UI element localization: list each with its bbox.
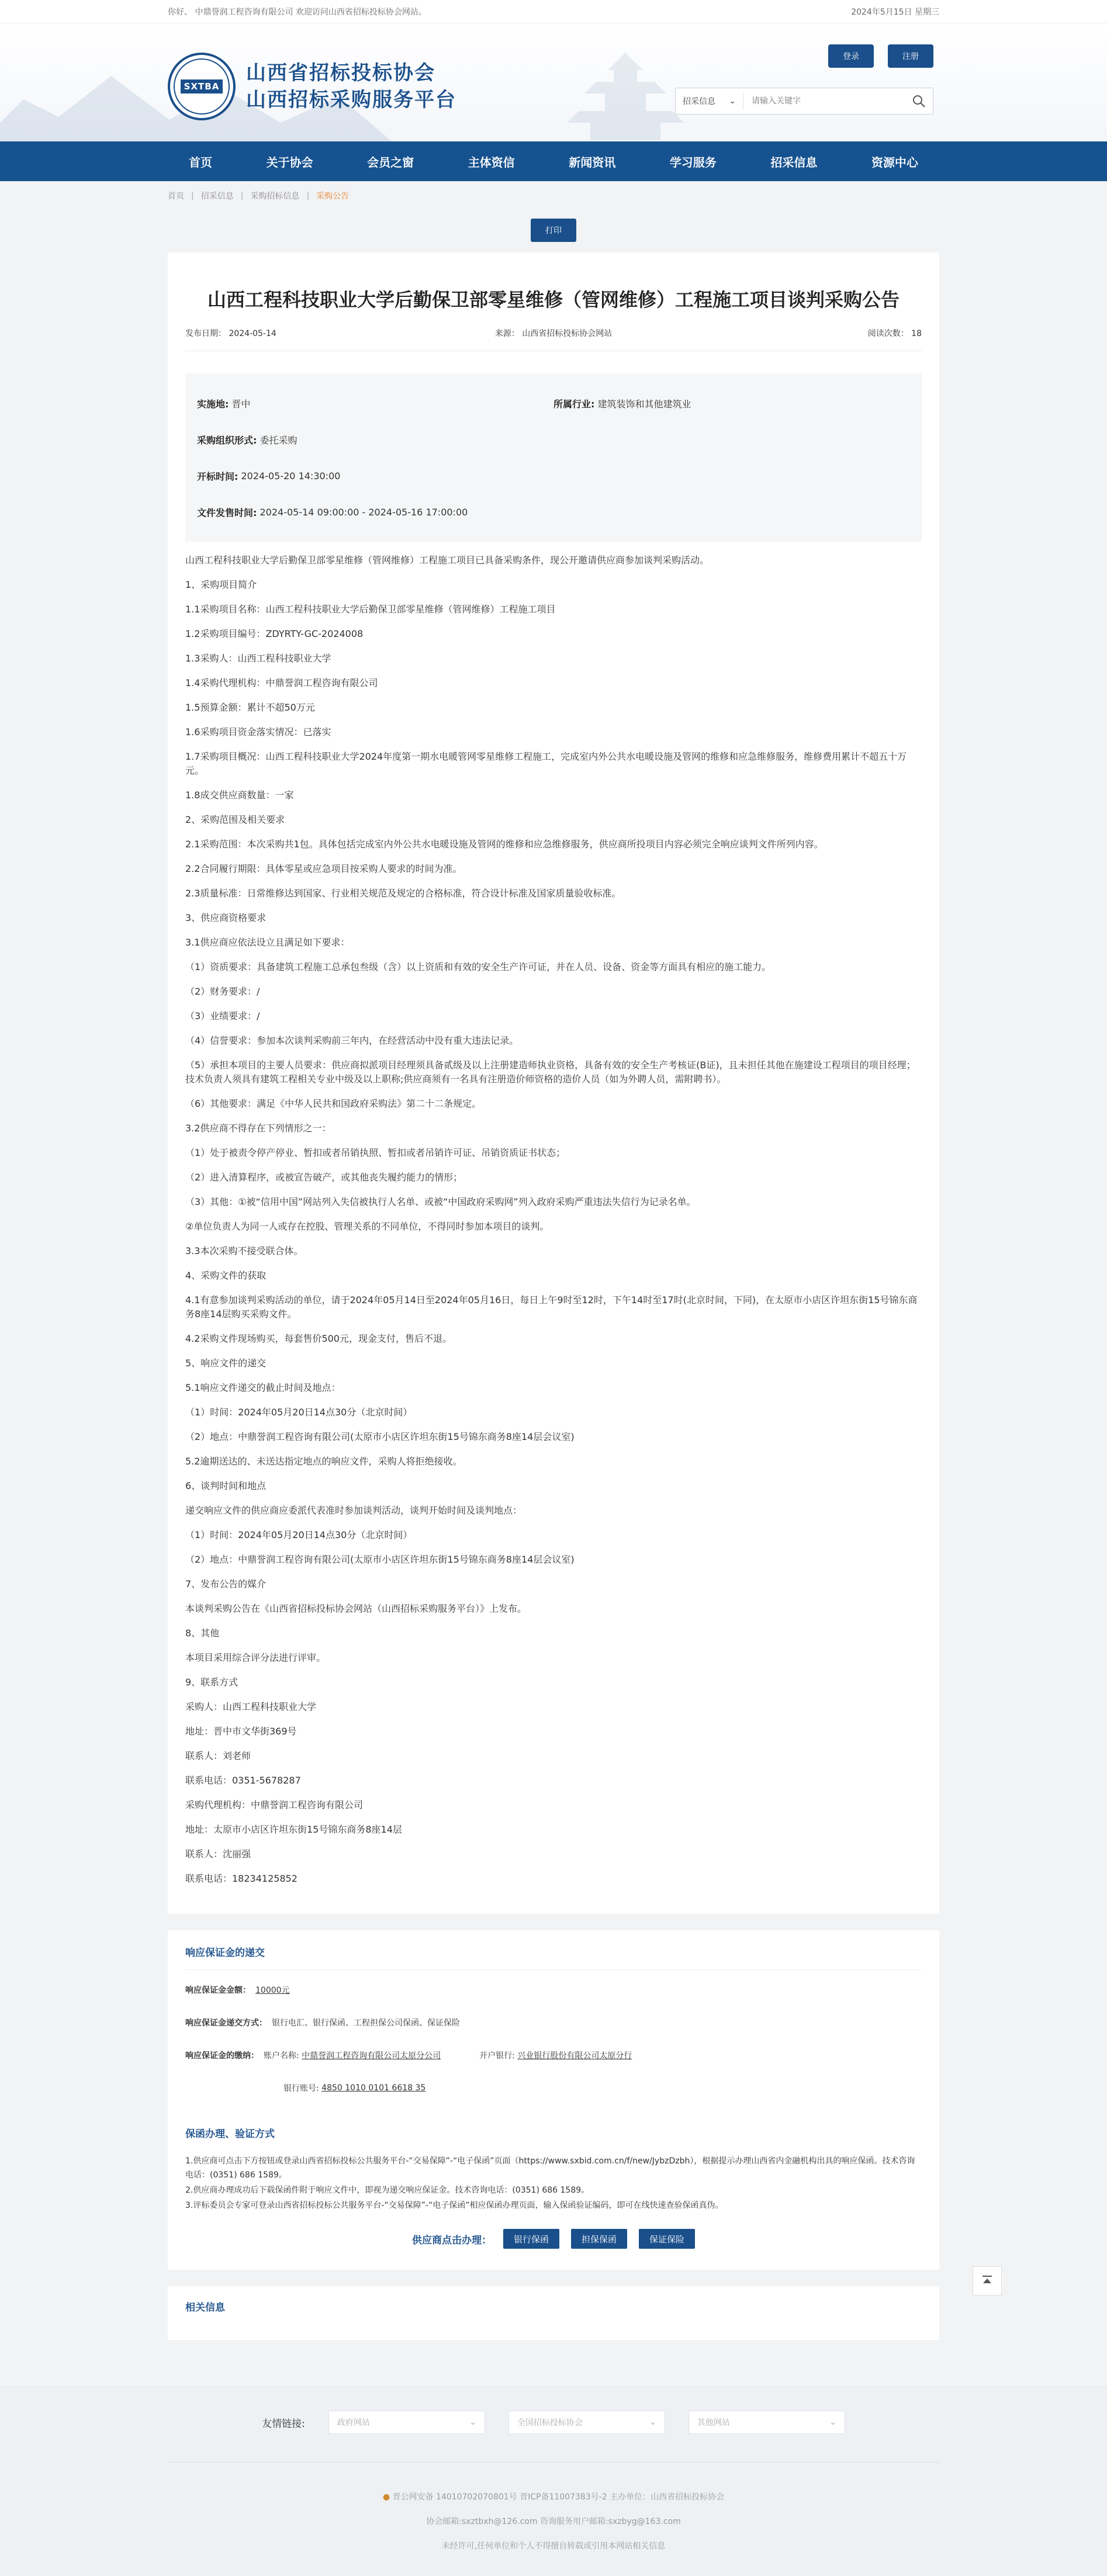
bond-title: 响应保证金的递交 [185,1944,922,1970]
article-paragraph: 采购代理机构：中鼎誉润工程咨询有限公司 [185,1799,364,1810]
article-body [185,553,922,1886]
article-paragraph: ②单位负责人为同一人或存在控股、管理关系的不同单位，不得同时参加本项目的谈判。 [185,1221,549,1232]
article-paragraph: （1）时间：2024年05月20日14点30分（北京时间） [185,1529,413,1540]
open-time-value: 2024-05-20 14:30:00 [241,470,341,482]
nav-item[interactable]: 资源中心 [871,155,918,169]
search-category-value: 招采信息 [683,97,715,106]
article-paragraph: 1.5预算金额：累计不超50万元 [185,702,315,713]
article-paragraph: 5.2逾期送达的、未送达指定地点的响应文件，采购人将拒绝接收。 [185,1456,462,1467]
breadcrumb-procurement[interactable]: 采购招标信息 [250,192,300,201]
guarantee-section [168,2117,939,2270]
article-paragraph: 9、联系方式 [185,1677,238,1688]
nav-item[interactable]: 会员之窗 [367,155,414,169]
publish-date: 发布日期： 2024-05-14 [185,329,276,338]
article-paragraph: 联系人：刘老师 [185,1750,251,1761]
article-paragraph: （1）时间：2024年05月20日14点30分（北京时间） [185,1407,413,1418]
article-paragraph: 6、谈判时间和地点 [185,1480,267,1491]
guarantee-line: 1.供应商可点击下方按钮或登录山西省招标投标公共服务平台-“交易保障”-“电子保函”页面（https://www.sxbid.com.cn/f/new/JybzDzbh），根据提示办理山西省内金融机构出具的响应保函。技术咨询电话：(0351) 686 1589。 [185,2156,915,2180]
bond-method-label: 响应保证金递交方式： [185,2018,267,2028]
back-to-top-button[interactable] [973,2266,1002,2295]
article-paragraph: 1.8成交供应商数量：一家 [185,790,294,801]
chevron-down-icon: ⌄ [469,2418,476,2427]
site-name-line2: 山西招标采购服务平台 [246,88,456,112]
breadcrumb-home[interactable]: 首页 [168,192,184,201]
article-paragraph: （1）资质要求：具备建筑工程施工总承包叁级（含）以上资质和有效的安全生产许可证，并在人员、设备、资金等方面具有相应的施工能力。 [185,961,772,972]
site-header [0,23,1107,141]
industry-value: 建筑装饰和其他建筑业 [597,398,691,410]
read-count: 阅读次数： 18 [867,329,922,338]
footer-email: 协会邮箱:sxztbxh@126.com 咨询服务用户邮箱:sxzbyg@163.com [426,2517,681,2526]
article-paragraph: 1.1采购项目名称：山西工程科技职业大学后勤保卫部零星维修（管网维修）工程施工项目 [185,604,556,615]
article-paragraph: 联系电话：18234125852 [185,1873,297,1884]
article-paragraph: 1.7采购项目概况：山西工程科技职业大学2024年度第一期水电暖管网零星维修工程施工，完成室内外公共水电暖设施及管网的维修和应急维修服务，维修费用累计不超五十万元。 [185,751,907,776]
account-number-value: 4850 1010 0101 6618 35 [321,2083,426,2093]
article-title: 山西工程科技职业大学后勤保卫部零星维修（管网维修）工程施工项目谈判采购公告 [207,289,900,311]
nav-item[interactable]: 学习服务 [669,155,717,169]
project-info-box [185,373,922,542]
article-paragraph: 地址：太原市小店区许坦东街15号锦东商务8座14层 [185,1824,402,1835]
site-name-line1: 山西省招标投标协会 [246,61,435,85]
bond-account-label: 响应保证金的缴纳： [185,2051,259,2061]
guarantee-line: 3.评标委员会专家可登录山西省招标投标公共服务平台-“交易保障”-“电子保函”相应保函办理页面，输入保函验证编码，即可在线快速查验保函真伪。 [185,2201,724,2210]
bank-guarantee-button[interactable]: 银行保函 [503,2229,559,2249]
greeting-text: 你好、 中鼎誉润工程咨询有限公司 欢迎访问山西省招标投标协会网站。 [168,8,427,17]
article-paragraph: 本谈判采购公告在《山西省招标投标协会网站（山西招标采购服务平台）》上发布。 [185,1603,527,1614]
site-logo[interactable] [168,53,456,120]
nav-item[interactable]: 新闻资讯 [569,155,616,169]
article-paragraph: 本项目采用综合评分法进行评审。 [185,1652,326,1663]
nav-item[interactable]: 关于协会 [266,155,313,169]
article-paragraph: 1.2采购项目编号：ZDYRTY-GC-2024008 [185,628,364,639]
article-paragraph: （2）进入清算程序，或被宣告破产，或其他丧失履约能力的情形； [185,1172,463,1183]
arrow-up-icon [981,2274,994,2287]
register-button[interactable]: 注册 [888,44,933,68]
article-paragraph: 递交响应文件的供应商应委派代表准时参加谈判活动，谈判开始时间及谈判地点： [185,1505,523,1516]
article-paragraph: 4.2采购文件现场购买，每套售价500元，现金支付，售后不退。 [185,1333,452,1344]
article-paragraph: （2）地点：中鼎誉润工程咨询有限公司(太原市小店区许坦东街15号锦东商务8座14层会议室) [185,1431,575,1442]
article-card [168,252,939,1914]
article-paragraph: 联系电话：0351-5678287 [185,1775,301,1786]
account-name-value: 中鼎誉润工程咨询有限公司太原分公司 [302,2051,441,2061]
article-paragraph: 3.2供应商不得存在下列情形之一： [185,1123,331,1134]
breadcrumb: 首页 | 招采信息 | 采购招标信息 | 采购公告 [168,191,350,201]
guarantee-line: 2.供应商办理成功后下载保函件附于响应文件中，即视为递交响应保证金。技术咨询电话：(0351) 686 1589。 [185,2186,590,2195]
related-section [168,2286,939,2340]
article-paragraph: 2.1采购范围：本次采购共1包。具体包括完成室内外公共水电暖设施及管网的维修和应急维修服务，供应商所投项目内容必须完全响应谈判文件所列内容。 [185,839,824,850]
related-title: 相关信息 [185,2302,225,2314]
article-paragraph: 3.1供应商应依法设立且满足如下要求： [185,937,350,948]
nav-item[interactable]: 招采信息 [770,155,818,169]
site-footer [0,2387,1107,2576]
article-paragraph: 4、采购文件的获取 [185,1270,267,1281]
article-paragraph: 1、采购项目简介 [185,579,257,590]
article-paragraph: 山西工程科技职业大学后勤保卫部零星维修（管网维修）工程施工项目已具备采购条件，现公开邀请供应商参加谈判采购活动。 [185,555,710,566]
main-nav [0,141,1107,181]
nav-item[interactable]: 首页 [189,155,212,169]
article-paragraph: （2）财务要求：/ [185,986,260,997]
article-source: 来源： 山西省招标投标协会网站 [494,329,613,338]
print-button[interactable]: 打印 [531,219,576,242]
guarantee-cta-label: 供应商点击办理： [411,2234,492,2246]
article-paragraph: 3、供应商资格要求 [185,912,267,923]
login-button[interactable]: 登录 [828,44,874,68]
article-paragraph: 采购人：山西工程科技职业大学 [185,1701,317,1712]
article-paragraph: （1）处于被责令停产停业、暂扣或者吊销执照、暂扣或者吊销许可证、吊销资质证书状态； [185,1147,566,1158]
article-paragraph: 4.1有意参加谈判采购活动的单位，请于2024年05月14日至2024年05月16日，每日上午9时至12时，下午14时至17时(北京时间，下同)，在太原市小店区许坦东街15号锦东商务8座14层购买采购文件。 [185,1294,918,1320]
article-paragraph: 1.4采购代理机构：中鼎誉润工程咨询有限公司 [185,677,378,688]
bond-amount-label: 响应保证金金额： [185,1986,251,1995]
friend-links-label: 友情链接: [262,2418,305,2430]
breadcrumb-current: 采购公告 [316,192,350,201]
surety-guarantee-button[interactable]: 担保保函 [571,2229,627,2249]
article-paragraph: 3.3本次采购不接受联合体。 [185,1245,303,1256]
article-paragraph: （3）其他：①被“信用中国”网站列入失信被执行人名单、或被“中国政府采购网”列入政府采购严重违法失信行为记录名单。 [185,1196,696,1207]
seal-label: SXTBA [181,79,223,94]
bank-value: 兴业银行股份有限公司太原分行 [517,2051,632,2061]
search-category-select[interactable] [676,93,743,109]
nav-item[interactable]: 主体资信 [468,155,515,169]
date-text: 2024年5月15日 星期三 [851,8,939,17]
account-number-label: 银行账号: [283,2084,319,2093]
org-value: 委托采购 [260,434,297,446]
article-paragraph: （2）地点：中鼎誉润工程咨询有限公司(太原市小店区许坦东街15号锦东商务8座14层会议室) [185,1554,575,1565]
association-seal [168,53,236,120]
article-paragraph: 联系人：沈丽强 [185,1848,251,1860]
article-paragraph: 8、其他 [185,1628,220,1639]
article-paragraph: 2、采购范围及相关要求 [185,814,285,825]
article-paragraph: （4）信誉要求：参加本次谈判采购前三年内，在经营活动中没有重大违法记录。 [185,1035,519,1046]
article-paragraph: 2.3质量标准：日常维修达到国家、行业相关规范及规定的合格标准，符合设计标准及国家质量验收标准。 [185,888,621,899]
industry-label: 所属行业: [554,398,595,410]
links-dropdown-other[interactable] [689,2411,845,2434]
dropdown-value: 政府网站 [337,2418,370,2428]
links-dropdown-gov[interactable] [328,2411,485,2434]
search-icon[interactable] [905,88,933,114]
footer-copyright: 未经许可,任何单位和个人不得擅自转载或引用本网站相关信息 [441,2542,666,2551]
search-input[interactable] [743,96,905,106]
guarantee-title: 保函办理、验证方式 [185,2128,275,2140]
dropdown-value: 全国招标投标协会 [517,2418,583,2428]
org-label: 采购组织形式: [197,434,257,446]
top-bar [0,0,1107,23]
doc-time-label: 文件发售时间: [197,507,257,518]
chevron-down-icon: ⌄ [649,2418,656,2427]
bond-section [168,1930,939,2117]
article-paragraph: （3）业绩要求：/ [185,1010,260,1022]
account-name-label: 账户名称: [264,2051,299,2061]
bank-label: 开户银行: [479,2051,515,2061]
footer-record: 晋公网安备 14010702070801号 晋ICP备11007383号-2 主办单位：山西省招标投标协会 [392,2492,725,2502]
article-paragraph: 5、响应文件的递交 [185,1358,267,1369]
article-paragraph: 2.2合同履行期限：具体零星或应急项目按采购人要求的时间为准。 [185,863,462,874]
bond-amount-value: 10000元 [255,1986,290,1995]
police-badge-icon: ● [382,2492,390,2502]
article-paragraph: 地址：晋中市文华街369号 [185,1726,297,1737]
article-paragraph: （5）承担本项目的主要人员要求：供应商拟派项目经理须具备贰级及以上注册建造师执业资格，具备有效的安全生产考核证(B证)，且未担任其他在施建设工程项目的项目经理；技术负责人须具有建筑工程相关专业中级及以上职称;供应商须有一名具有注册造价师资格的造价人员（如为外聘人员，需附聘书）。 [185,1060,916,1085]
bond-insurance-button[interactable]: 保证保险 [639,2229,695,2249]
place-label: 实施地: [197,398,229,410]
links-dropdown-assoc[interactable] [508,2411,665,2434]
article-paragraph: （6）其他要求：满足《中华人民共和国政府采购法》第二十二条规定。 [185,1098,482,1109]
doc-time-value: 2024-05-14 09:00:00 - 2024-05-16 17:00:00 [260,506,468,518]
article-paragraph: 1.6采购项目资金落实情况：已落实 [185,726,331,738]
dropdown-value: 其他网站 [697,2418,730,2428]
article-paragraph: 7、发布公告的媒介 [185,1578,267,1590]
article-paragraph: 5.1响应文件递交的截止时间及地点： [185,1382,341,1393]
place-value: 晋中 [231,398,251,410]
chevron-down-icon: ⌄ [729,96,736,106]
search-bar [675,88,933,115]
breadcrumb-zhaocai[interactable]: 招采信息 [200,192,234,201]
chevron-down-icon: ⌄ [829,2418,836,2427]
bond-method-value: 银行电汇、银行保函、工程担保公司保函、保证保险 [272,2018,460,2028]
open-time-label: 开标时间: [197,470,238,482]
article-paragraph: 1.3采购人：山西工程科技职业大学 [185,653,331,664]
